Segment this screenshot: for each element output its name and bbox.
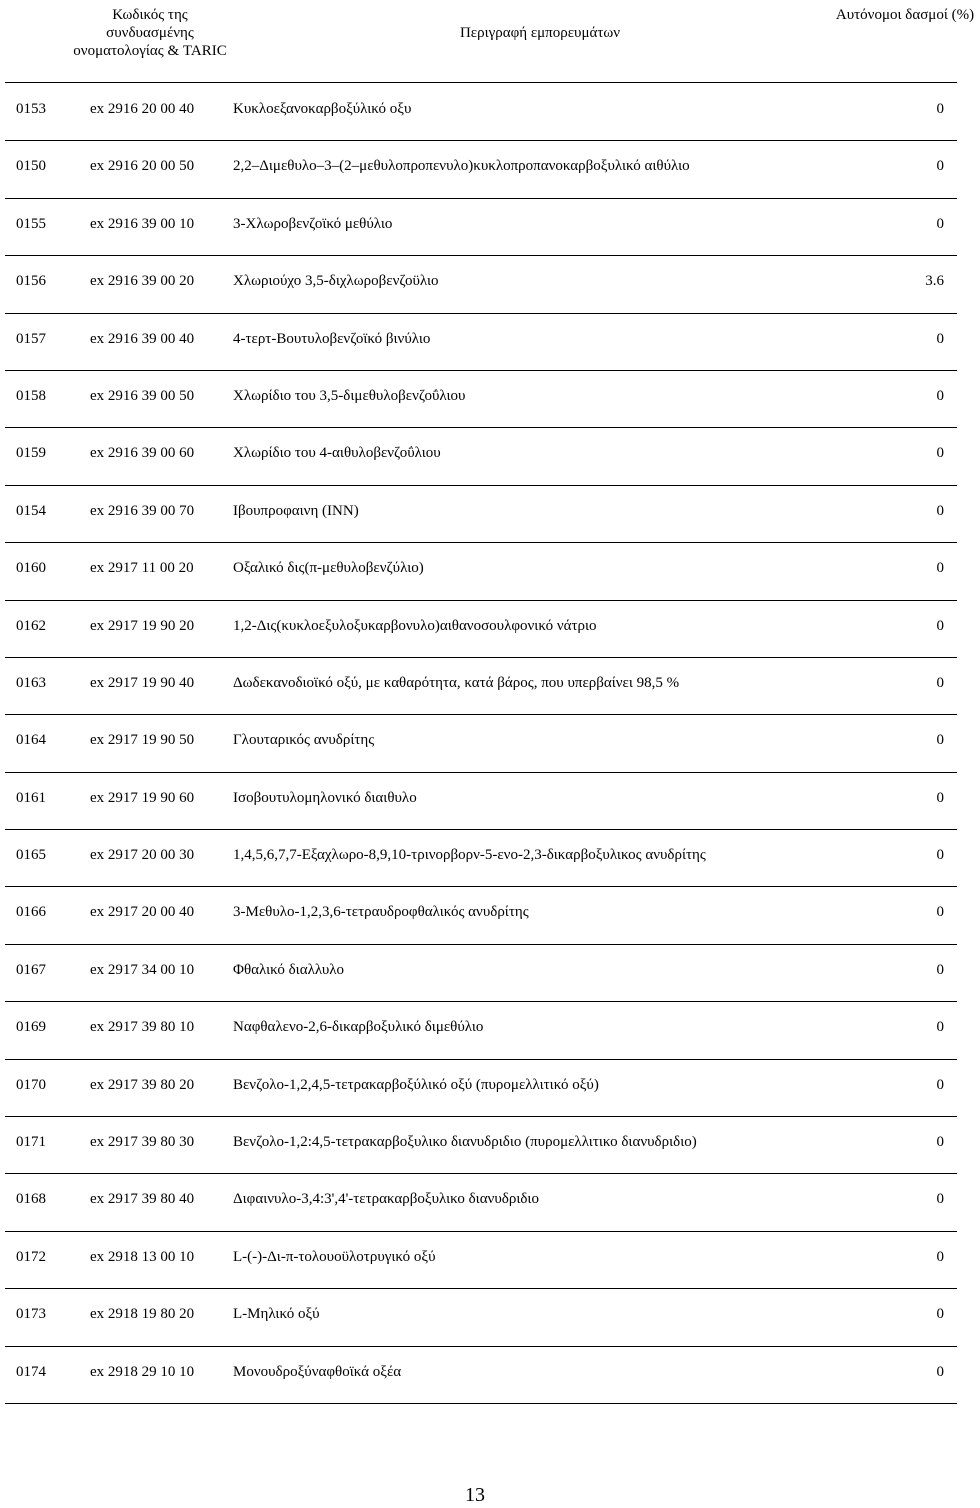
row-goods-description: Χλωρίδιο του 4-αιθυλοβενζοΰλιου [233, 445, 441, 462]
row-goods-description: 1,2-Δις(κυκλοεξυλοξυκαρβονυλο)αιθανοσουλφονικό νάτριο [233, 617, 597, 634]
table-row [0, 773, 960, 830]
header-rule [5, 82, 957, 83]
row-cn-taric-code: ex 2917 34 00 10 [90, 961, 195, 978]
row-autonomous-duty: 0 [936, 158, 944, 175]
row-goods-description: Ιβουπροφαινη (INN) [233, 502, 359, 519]
row-rule [5, 1403, 957, 1404]
row-goods-description: Μονουδροξύναφθοϊκά οξέα [233, 1363, 402, 1380]
table-row [0, 658, 960, 715]
row-goods-description: Βενζολο-1,2,4,5-τετρακαρβοξύλικό οξύ (πυρομελλιτικό οξύ) [233, 1076, 599, 1093]
row-goods-description: Φθαλικό διαλλυλο [233, 961, 345, 978]
page-number: 13 [465, 1484, 485, 1506]
table-row [0, 84, 960, 141]
row-goods-description: Γλουταρικός ανυδρίτης [233, 732, 375, 749]
row-autonomous-duty: 3.6 [925, 273, 944, 290]
header-duty-column: Αυτόνομοι δασμοί (%) [835, 7, 975, 23]
row-number: 0169 [16, 1019, 46, 1036]
table-row [0, 256, 960, 313]
row-autonomous-duty: 0 [936, 1248, 944, 1265]
table-row [0, 830, 960, 887]
row-number: 0170 [16, 1076, 46, 1093]
row-cn-taric-code: ex 2917 20 00 40 [90, 904, 195, 921]
table-row [0, 428, 960, 485]
row-autonomous-duty: 0 [936, 1019, 944, 1036]
row-goods-description: 1,4,5,6,7,7-Εξαχλωρο-8,9,10-τρινορβορν-5-ενο-2,3-δικαρβοξυλικος ανυδρίτης [233, 847, 706, 864]
row-cn-taric-code: ex 2917 19 90 20 [90, 617, 195, 634]
row-autonomous-duty: 0 [936, 789, 944, 806]
row-number: 0154 [16, 502, 46, 519]
table-row [0, 314, 960, 371]
row-number: 0173 [16, 1306, 46, 1323]
row-goods-description: 3-Χλωροβενζοϊκό μεθύλιο [233, 215, 393, 232]
row-cn-taric-code: ex 2916 39 00 20 [90, 273, 195, 290]
row-number: 0159 [16, 445, 46, 462]
row-goods-description: L-(-)-Δι-π-τολουοϋλοτρυγικό οξύ [233, 1248, 436, 1265]
row-goods-description: Χλωρίδιο του 3,5-διμεθυλοβενζοΰλιου [233, 387, 466, 404]
row-goods-description: Κυκλοεξανοκαρβοξύλικό οξυ [233, 101, 412, 117]
table-row [0, 199, 960, 256]
tariff-table-body [0, 84, 960, 1404]
row-autonomous-duty: 0 [936, 502, 944, 519]
row-autonomous-duty: 0 [936, 445, 944, 462]
row-number: 0160 [16, 560, 46, 577]
table-row [0, 1232, 960, 1289]
row-cn-taric-code: ex 2918 19 80 20 [90, 1306, 195, 1323]
row-cn-taric-code: ex 2917 19 90 40 [90, 674, 195, 691]
row-number: 0166 [16, 904, 46, 921]
row-goods-description: L-Μηλικό οξύ [233, 1306, 320, 1323]
table-row [0, 1117, 960, 1174]
header-description-column: Περιγραφή εμπορευμάτων [459, 25, 621, 41]
row-cn-taric-code: ex 2916 39 00 70 [90, 502, 195, 519]
row-goods-description: 4-τερτ-Βουτυλοβενζοϊκό βινύλιο [233, 330, 431, 347]
table-row [0, 887, 960, 944]
row-cn-taric-code: ex 2916 39 00 40 [90, 330, 195, 347]
row-number: 0157 [16, 330, 46, 347]
row-goods-description: Διφαινυλο-3,4:3',4'-τετρακαρβοξυλικο διανυδριδιο [233, 1191, 539, 1208]
row-number: 0161 [16, 789, 46, 806]
row-goods-description: Ναφθαλενο-2,6-δικαρβοξυλικό διμεθύλιο [233, 1019, 484, 1036]
row-number: 0155 [16, 215, 46, 232]
row-autonomous-duty: 0 [936, 215, 944, 232]
table-row [0, 601, 960, 658]
row-autonomous-duty: 0 [936, 1076, 944, 1093]
table-row [0, 486, 960, 543]
row-autonomous-duty: 0 [936, 674, 944, 691]
row-number: 0150 [16, 158, 46, 175]
row-cn-taric-code: ex 2916 20 00 40 [90, 101, 195, 117]
row-goods-description: Δωδεκανοδιοϊκό οξύ, με καθαρότητα, κατά βάρος, που υπερβαίνει 98,5 % [233, 674, 680, 691]
row-goods-description: Οξαλικό δις(π-μεθυλοβενζύλιο) [233, 560, 424, 577]
row-cn-taric-code: ex 2916 20 00 50 [90, 158, 195, 175]
row-goods-description: 2,2–Διμεθυλο–3–(2–μεθυλοπροπενυλο)κυκλοπροπανοκαρβοξυλικό αιθύλιο [233, 158, 690, 175]
row-cn-taric-code: ex 2916 39 00 50 [90, 387, 195, 404]
row-cn-taric-code: ex 2918 29 10 10 [90, 1363, 195, 1380]
row-cn-taric-code: ex 2916 39 00 60 [90, 445, 195, 462]
row-cn-taric-code: ex 2917 20 00 30 [90, 847, 195, 864]
row-cn-taric-code: ex 2917 11 00 20 [90, 560, 194, 577]
row-number: 0172 [16, 1248, 46, 1265]
row-autonomous-duty: 0 [936, 1134, 944, 1151]
table-row [0, 945, 960, 1002]
row-autonomous-duty: 0 [936, 904, 944, 921]
row-number: 0153 [16, 101, 46, 117]
row-autonomous-duty: 0 [936, 732, 944, 749]
row-number: 0162 [16, 617, 46, 634]
header-code-column: Κωδικός της συνδυασμένης ονοματολογίας & TARIC [73, 7, 227, 59]
row-cn-taric-code: ex 2916 39 00 10 [90, 215, 195, 232]
row-goods-description: Χλωριούχο 3,5-διχλωροβενζοϋλιο [233, 273, 439, 290]
row-autonomous-duty: 0 [936, 560, 944, 577]
row-cn-taric-code: ex 2917 39 80 40 [90, 1191, 195, 1208]
table-row [0, 371, 960, 428]
table-row [0, 1347, 960, 1404]
row-goods-description: Βενζολο-1,2:4,5-τετρακαρβοξυλικο διανυδριδιο (πυρομελλιτικο διανυδριδιο) [233, 1134, 697, 1151]
row-number: 0156 [16, 273, 46, 290]
row-autonomous-duty: 0 [936, 961, 944, 978]
row-autonomous-duty: 0 [936, 617, 944, 634]
row-autonomous-duty: 0 [936, 387, 944, 404]
row-goods-description: Ισοβουτυλομηλονικό διαιθυλο [233, 789, 417, 806]
row-number: 0171 [16, 1134, 46, 1151]
row-goods-description: 3-Μεθυλο-1,2,3,6-τετραυδροφθαλικός ανυδρίτης [233, 904, 529, 921]
row-cn-taric-code: ex 2918 13 00 10 [90, 1248, 195, 1265]
row-autonomous-duty: 0 [936, 101, 944, 117]
row-cn-taric-code: ex 2917 39 80 20 [90, 1076, 195, 1093]
table-row [0, 715, 960, 772]
row-autonomous-duty: 0 [936, 847, 944, 864]
table-row [0, 1060, 960, 1117]
table-row [0, 1174, 960, 1231]
row-cn-taric-code: ex 2917 19 90 60 [90, 789, 195, 806]
table-row [0, 141, 960, 198]
row-number: 0158 [16, 387, 46, 404]
row-number: 0168 [16, 1191, 46, 1208]
row-autonomous-duty: 0 [936, 1191, 944, 1208]
table-row [0, 543, 960, 600]
table-header [0, 0, 975, 81]
row-cn-taric-code: ex 2917 19 90 50 [90, 732, 195, 749]
table-row [0, 1289, 960, 1346]
row-number: 0174 [16, 1363, 46, 1380]
row-cn-taric-code: ex 2917 39 80 30 [90, 1134, 195, 1151]
table-row [0, 1002, 960, 1059]
row-number: 0164 [16, 732, 46, 749]
row-autonomous-duty: 0 [936, 1306, 944, 1323]
row-cn-taric-code: ex 2917 39 80 10 [90, 1019, 195, 1036]
row-number: 0163 [16, 674, 46, 691]
row-autonomous-duty: 0 [936, 330, 944, 347]
row-autonomous-duty: 0 [936, 1363, 944, 1380]
row-number: 0167 [16, 961, 46, 978]
row-number: 0165 [16, 847, 46, 864]
